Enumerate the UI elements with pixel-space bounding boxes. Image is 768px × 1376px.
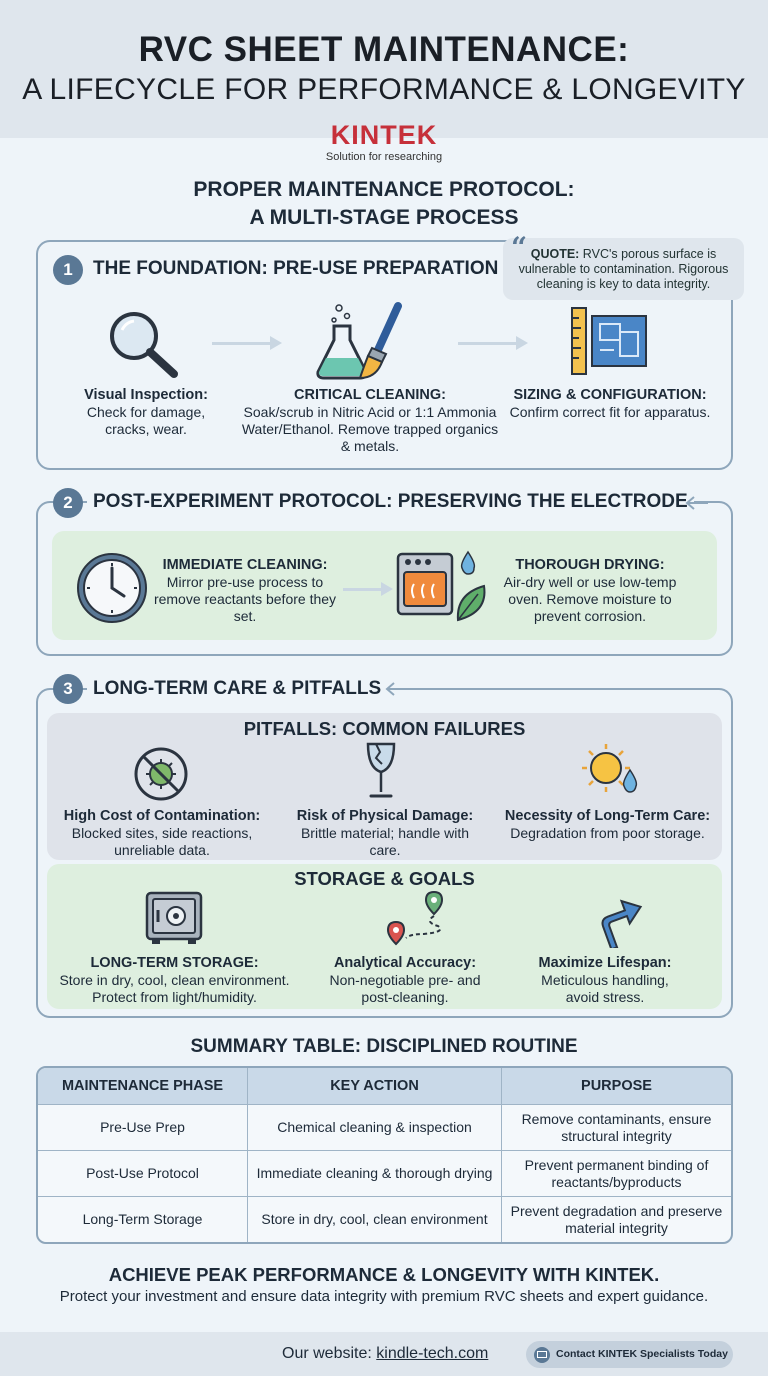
long-term-care-item [500,808,715,842]
item-label: LONG-TERM STORAGE: [90,955,259,971]
step-number-3: 3 [53,674,83,704]
page-subtitle: A LIFECYCLE FOR PERFORMANCE & LONGEVITY [22,73,746,106]
no-germ-icon [132,746,190,802]
contamination-item [58,808,266,859]
magnifier-icon [104,306,184,378]
item-label: Necessity of Long-Term Care: [504,808,711,824]
main-title-line1: PROPER MAINTENANCE PROTOCOL: [193,178,575,201]
footer [0,1332,768,1376]
item-text: Confirm correct fit for apparatus. [509,404,711,420]
item-label: Maximize Lifespan: [538,955,672,971]
item-label: CRITICAL CLEANING: [294,387,446,403]
item-text: Meticulous handling, avoid stress. [541,972,669,1005]
immediate-cleaning-item [150,557,340,625]
item-label: IMMEDIATE CLEANING: [162,557,328,573]
table-cell: Prevent degradation and preserve material integrity [502,1196,731,1242]
table-cell: Remove contaminants, ensure structural integrity [502,1104,731,1150]
summary-title: SUMMARY TABLE: DISCIPLINED ROUTINE [190,1036,578,1057]
contact-button[interactable] [526,1341,733,1368]
section3-title: LONG-TERM CARE & PITFALLS [87,678,387,700]
item-label: Analytical Accuracy: [333,955,477,971]
section2-title: POST-EXPERIMENT PROTOCOL: PRESERVING THE ELECTRODE [87,491,694,513]
main-title-line2: A MULTI-STAGE PROCESS [249,206,519,229]
quote-label: QUOTE: [530,247,580,261]
column-header: KEY ACTION [248,1068,502,1104]
storage-title: STORAGE & GOALS [294,868,475,889]
mail-icon [534,1347,550,1363]
ruler-blueprint-icon [568,306,652,376]
item-label: SIZING & CONFIGURATION: [513,387,707,403]
item-label: Visual Inspection: [84,387,208,403]
website-text [282,1345,488,1363]
flow-arrow [458,342,518,345]
logo-tagline: Solution for researching [325,151,443,163]
step-number-1: 1 [53,255,83,285]
analytical-accuracy-item [325,955,485,1006]
table-cell: Chemical cleaning & inspection [248,1104,502,1150]
item-text: Degradation from poor storage. [510,825,705,841]
header-banner [0,0,768,138]
safe-icon [144,890,204,946]
column-header: MAINTENANCE PHASE [38,1068,248,1104]
item-text: Non-negotiable pre- and post-cleaning. [329,972,481,1005]
item-label: High Cost of Contamination: [63,808,261,824]
quote-icon: “ [511,231,528,264]
logo-name: KINTEK [330,120,438,150]
table-cell: Post-Use Protocol [38,1150,248,1196]
quote-box [503,231,744,300]
broken-glass-icon [364,742,398,800]
website-link[interactable]: kindle-tech.com [376,1345,489,1362]
table-row [38,1104,731,1150]
contact-button-label: Contact KINTEK Specialists Today [556,1348,728,1360]
table-cell: Long-Term Storage [38,1196,248,1242]
visual-inspection-item [66,387,226,438]
summary-table [36,1066,733,1244]
long-term-storage-item [52,955,297,1006]
sun-drop-icon [578,740,642,800]
kintek-logo [0,120,768,163]
table-row [38,1150,731,1196]
pitfalls-title: PITFALLS: COMMON FAILURES [243,718,526,739]
item-text: Brittle material; handle with care. [300,825,470,858]
main-title [0,176,768,232]
route-pin-icon [384,890,448,948]
physical-damage-item [285,808,485,859]
item-label: Risk of Physical Damage: [296,808,474,824]
arrow-left-icon [384,682,410,696]
section1-title: THE FOUNDATION: PRE-USE PREPARATION [87,258,504,280]
cta-subtext: Protect your investment and ensure data integrity with premium RVC sheets and expert guidance. [59,1288,709,1305]
item-text: Mirror pre-use process to remove reactants before they set. [153,574,337,624]
critical-cleaning-item [240,387,500,455]
maximize-lifespan-item [530,955,680,1006]
sizing-item [505,387,715,421]
clock-icon [74,550,150,626]
page-title: RVC SHEET MAINTENANCE: [138,30,630,69]
table-cell: Immediate cleaning & thorough drying [248,1150,502,1196]
flask-brush-icon [312,300,422,382]
item-text: Blocked sites, side reactions, unreliable data. [71,825,253,858]
up-arrow-icon [594,890,648,948]
table-header-row [38,1068,731,1104]
item-text: Check for damage, cracks, wear. [86,404,206,437]
arrow-left-icon [684,496,710,510]
item-label: THOROUGH DRYING: [515,557,665,573]
flow-arrow [212,342,272,345]
table-cell: Pre-Use Prep [38,1104,248,1150]
oven-icon [396,550,492,624]
flow-arrow [343,588,383,591]
table-cell: Prevent permanent binding of reactants/byproducts [502,1150,731,1196]
table-cell: Store in dry, cool, clean environment [248,1196,502,1242]
quote-text: RVC's porous surface is vulnerable to contamination. Rigorous cleaning is key to data integrity. [518,247,729,291]
column-header: PURPOSE [502,1068,731,1104]
table-row [38,1196,731,1242]
item-text: Soak/scrub in Nitric Acid or 1:1 Ammonia Water/Ethanol. Remove trapped organics & metals. [241,404,499,454]
item-text: Air-dry well or use low-temp oven. Remove moisture to prevent corrosion. [503,574,677,624]
thorough-drying-item [490,557,690,625]
website-label: Our website: [282,1345,377,1362]
item-text: Store in dry, cool, clean environment. Protect from light/humidity. [59,972,290,1005]
step-number-2: 2 [53,488,83,518]
cta-headline: ACHIEVE PEAK PERFORMANCE & LONGEVITY WITH KINTEK. [108,1264,660,1285]
